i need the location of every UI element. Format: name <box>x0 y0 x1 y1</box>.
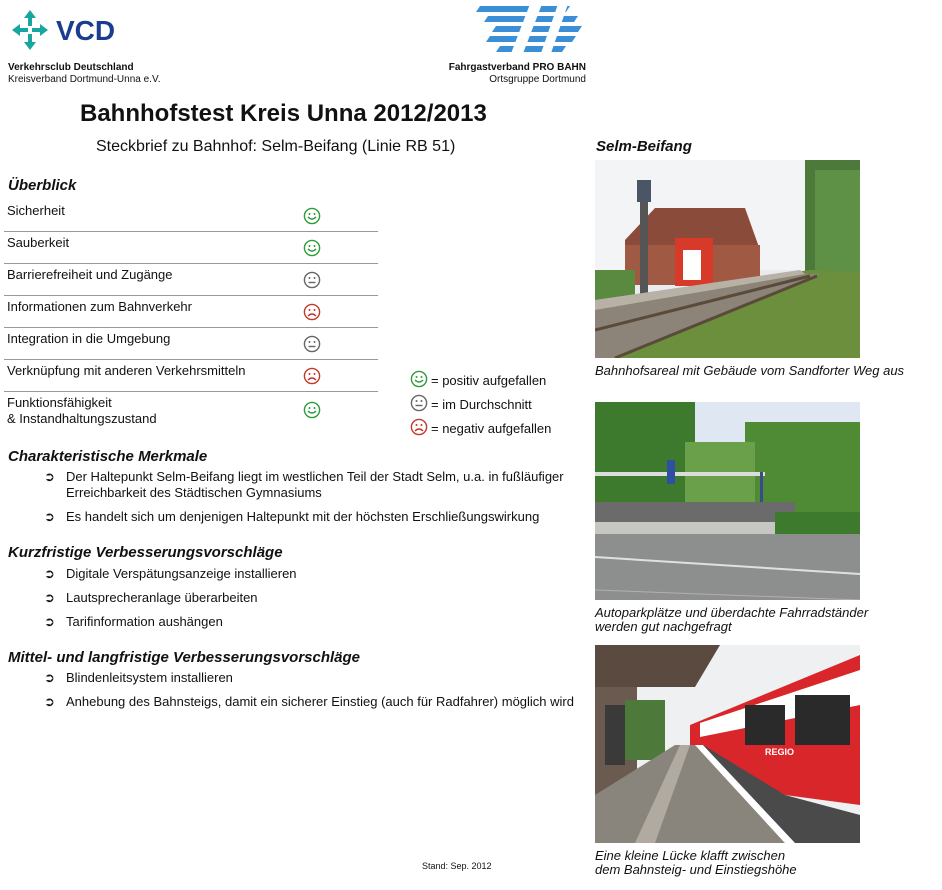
page-title: Bahnhofstest Kreis Unna 2012/2013 <box>80 100 487 127</box>
table-row <box>4 232 378 264</box>
long-term-list <box>44 670 590 718</box>
smiley-positive-icon <box>303 207 321 228</box>
table-row <box>4 360 378 392</box>
smiley-positive-icon <box>410 370 428 391</box>
list-item: ➲ Blindenleitsystem installieren <box>44 670 233 685</box>
list-item: ➲ Digitale Verspätungsanzeige installieren <box>44 566 297 581</box>
list-item: ➲ Anhebung des Bahnsteigs, damit ein sicherer Einstieg (auch für Radfahrer) möglich wird <box>44 694 574 709</box>
table-row <box>4 296 378 328</box>
photo-caption-2: Autoparkplätze und überdachte Fahrradständer werden gut nachgefragt <box>595 605 869 634</box>
smiley-negative-icon <box>303 367 321 388</box>
arrow-bullet-icon: ➲ <box>44 566 55 581</box>
table-row <box>4 264 378 296</box>
vcd-logo-text: VCD <box>56 15 116 46</box>
legend-negative-label: = negativ aufgefallen <box>431 420 552 436</box>
characteristics-heading: Charakteristische Merkmale <box>8 448 208 465</box>
criterion-label: Barrierefreiheit und Zugänge <box>7 267 173 282</box>
photo-caption-1: Bahnhofsareal mit Gebäude vom Sandforter Weg aus <box>595 363 905 378</box>
legend-positive-label: = positiv aufgefallen <box>431 372 547 388</box>
smiley-negative-icon <box>303 303 321 324</box>
legend-neutral <box>410 392 551 416</box>
criterion-label: Integration in die Umgebung <box>7 331 171 346</box>
smiley-neutral-icon <box>303 271 321 292</box>
arrow-bullet-icon: ➲ <box>44 694 55 709</box>
stand-date: Stand: Sep. 2012 <box>422 861 492 871</box>
probahn-branch: Ortsgruppe Dortmund <box>489 74 586 85</box>
overview-table <box>4 200 378 436</box>
arrow-bullet-icon: ➲ <box>44 590 55 605</box>
rating-legend <box>410 368 551 440</box>
photos-heading: Selm-Beifang <box>596 138 692 155</box>
legend-positive <box>410 368 551 392</box>
vcd-org-name: Verkehrsclub Deutschland <box>8 62 134 73</box>
page-subtitle: Steckbrief zu Bahnhof: Selm-Beifang (Linie RB 51) <box>96 138 456 155</box>
legend-neutral-label: = im Durchschnitt <box>431 396 532 412</box>
arrow-bullet-icon: ➲ <box>44 509 55 524</box>
table-row <box>4 392 378 436</box>
smiley-positive-icon <box>303 239 321 260</box>
short-term-list <box>44 566 584 638</box>
criterion-label: Sauberkeit <box>7 235 70 250</box>
arrow-bullet-icon: ➲ <box>44 670 55 685</box>
legend-negative <box>410 416 551 440</box>
probahn-logo <box>470 4 588 56</box>
smiley-neutral-icon <box>410 394 428 415</box>
overview-heading: Überblick <box>8 177 77 194</box>
short-term-heading: Kurzfristige Verbesserungsvorschläge <box>8 544 283 561</box>
parking-photo <box>595 402 860 600</box>
list-item: ➲ Tarifinformation aushängen <box>44 614 223 629</box>
table-row <box>4 200 378 232</box>
arrow-bullet-icon: ➲ <box>44 614 55 629</box>
list-item: ➲ Es handelt sich um denjenigen Haltepunkt mit der höchsten Erschließungswirkung <box>44 509 540 524</box>
photo-caption-3: Eine kleine Lücke klafft zwischen dem Bahnsteig- und Einstiegshöhe <box>595 848 797 877</box>
list-item: ➲ Lautsprecheranlage überarbeiten <box>44 590 258 605</box>
criterion-label: Informationen zum Bahnverkehr <box>7 299 192 314</box>
criterion-label: Verknüpfung mit anderen Verkehrsmitteln <box>7 363 246 378</box>
station-building-photo <box>595 160 860 358</box>
criterion-label: Funktionsfähigkeit & Instandhaltungszustand <box>7 395 157 426</box>
probahn-org-name: Fahrgastverband PRO BAHN <box>448 62 586 73</box>
train-platform-photo <box>595 645 860 843</box>
table-row <box>4 328 378 360</box>
vcd-branch: Kreisverband Dortmund-Unna e.V. <box>8 74 161 85</box>
smiley-negative-icon <box>410 418 428 439</box>
list-item: ➲ Der Haltepunkt Selm-Beifang liegt im westlichen Teil der Stadt Selm, u.a. in fußläufiger Erreichbarkeit des Städtischen Gymnasiums <box>44 469 564 500</box>
smiley-neutral-icon <box>303 335 321 356</box>
smiley-positive-icon <box>303 401 321 422</box>
vcd-org-block <box>8 62 161 86</box>
criterion-label: Sicherheit <box>7 203 65 218</box>
probahn-org-block <box>420 62 586 86</box>
train-label: REGIO <box>765 747 795 757</box>
vcd-logo <box>8 6 138 56</box>
long-term-heading: Mittel- und langfristige Verbesserungsvorschläge <box>8 649 361 666</box>
characteristics-list <box>44 469 584 533</box>
arrow-bullet-icon: ➲ <box>44 469 55 484</box>
